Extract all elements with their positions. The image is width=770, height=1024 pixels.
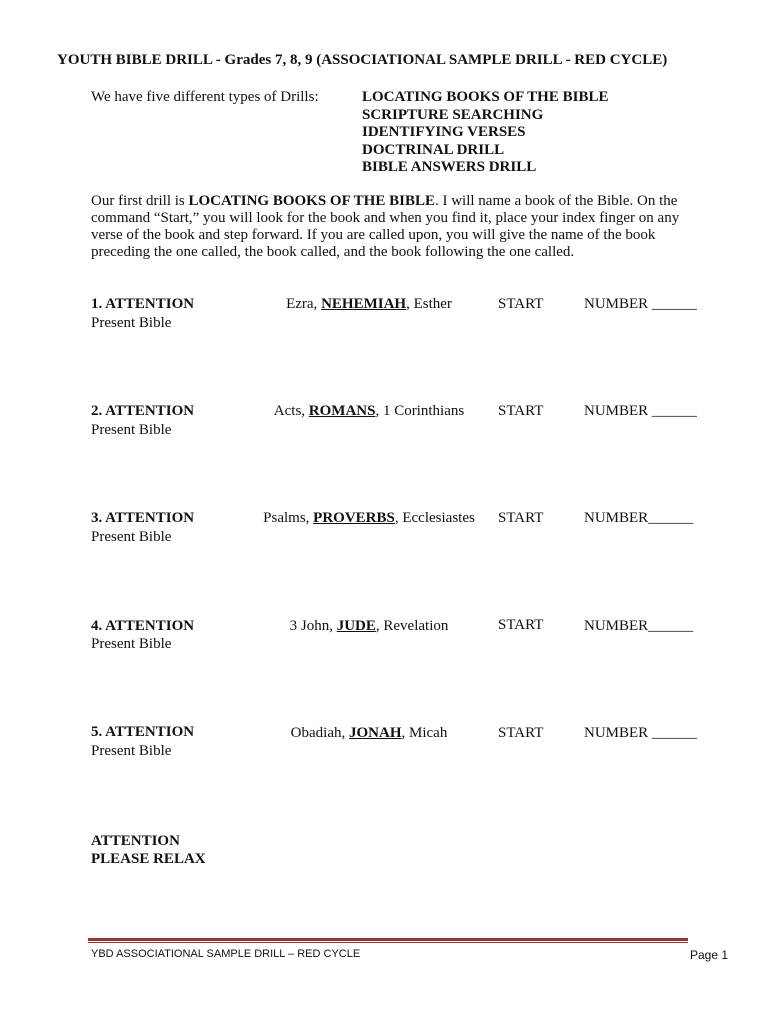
drill-attention: 1. ATTENTION: [91, 296, 195, 312]
book-called: JONAH: [349, 725, 402, 741]
book-called: JUDE: [336, 618, 376, 634]
drill-present-bible: Present Bible: [91, 422, 172, 438]
drill-attention: 4. ATTENTION: [91, 618, 195, 634]
drill-type-item: IDENTIFYING VERSES: [362, 124, 526, 140]
drill-type-item: SCRIPTURE SEARCHING: [362, 106, 544, 123]
drill-start: START: [498, 403, 544, 419]
drill-books: [235, 403, 503, 420]
book-called: PROVERBS: [313, 510, 395, 526]
drill-types-list: [362, 89, 608, 177]
drill-start: START: [498, 725, 544, 741]
book-before: 3 John,: [289, 618, 337, 634]
drill-start: START: [498, 617, 544, 633]
drill-type-item: LOCATING BOOKS OF THE BIBLE: [362, 89, 609, 105]
drill-start: START: [498, 296, 544, 312]
drill-present-bible: Present Bible: [91, 315, 172, 331]
footer-divider-thin: [88, 942, 688, 943]
footer-divider: [88, 938, 688, 941]
drill-types-intro: We have five different types of Drills:: [91, 89, 319, 105]
drill-present-bible: Present Bible: [91, 743, 172, 759]
drill-attention: 5. ATTENTION: [91, 724, 195, 740]
paragraph-text: Our first drill is: [91, 193, 189, 209]
paragraph-bold-text: LOCATING BOOKS OF THE BIBLE: [188, 193, 435, 209]
drill-attention: 3. ATTENTION: [91, 510, 195, 526]
book-before: Ezra,: [286, 296, 322, 312]
drill-present-bible: Present Bible: [91, 529, 172, 545]
drill-number: NUMBER______: [584, 618, 694, 634]
book-called: NEHEMIAH: [321, 296, 407, 312]
drill-number: NUMBER ______: [584, 296, 697, 312]
closing-line: ATTENTION: [91, 833, 180, 849]
book-before: Acts,: [273, 403, 309, 419]
footer-text: YBD ASSOCIATIONAL SAMPLE DRILL – RED CYCLE: [91, 948, 361, 960]
drill-attention: 2. ATTENTION: [91, 403, 195, 419]
book-after: , 1 Corinthians: [375, 403, 465, 419]
book-before: Psalms,: [263, 510, 314, 526]
book-after: , Revelation: [375, 618, 449, 634]
drill-number: NUMBER ______: [584, 725, 697, 741]
drill-number: NUMBER______: [584, 510, 694, 526]
drill-present-bible: Present Bible: [91, 636, 172, 652]
drill-books: [235, 296, 503, 313]
drill-type-item: DOCTRINAL DRILL: [362, 141, 505, 158]
document-title: YOUTH BIBLE DRILL - Grades 7, 8, 9 (ASSOCIATIONAL SAMPLE DRILL - RED CYCLE): [57, 52, 668, 68]
book-after: , Ecclesiastes: [394, 510, 475, 526]
book-called: ROMANS: [308, 403, 376, 419]
instructions-paragraph: [91, 193, 691, 261]
drill-books: [235, 725, 503, 742]
book-after: , Esther: [406, 296, 452, 312]
book-before: Obadiah,: [290, 725, 349, 741]
closing-line: PLEASE RELAX: [91, 851, 206, 867]
drill-start: START: [498, 510, 544, 526]
drill-books: [235, 510, 503, 527]
page-number: Page 1: [690, 948, 729, 962]
closing-commands: [91, 832, 206, 868]
drill-number: NUMBER ______: [584, 403, 697, 419]
book-after: , Micah: [401, 725, 448, 741]
drill-type-item: BIBLE ANSWERS DRILL: [362, 159, 537, 175]
drill-books: [235, 618, 503, 635]
paragraph-text: . I will name a book of the Bible. On the command “Start,” you will look for the book and when you find it, place your index finger on any verse of the book and step forward. If you are called upon, you will give the name of the book preceding the one called, the book called, and the book following the one called.: [91, 193, 680, 260]
